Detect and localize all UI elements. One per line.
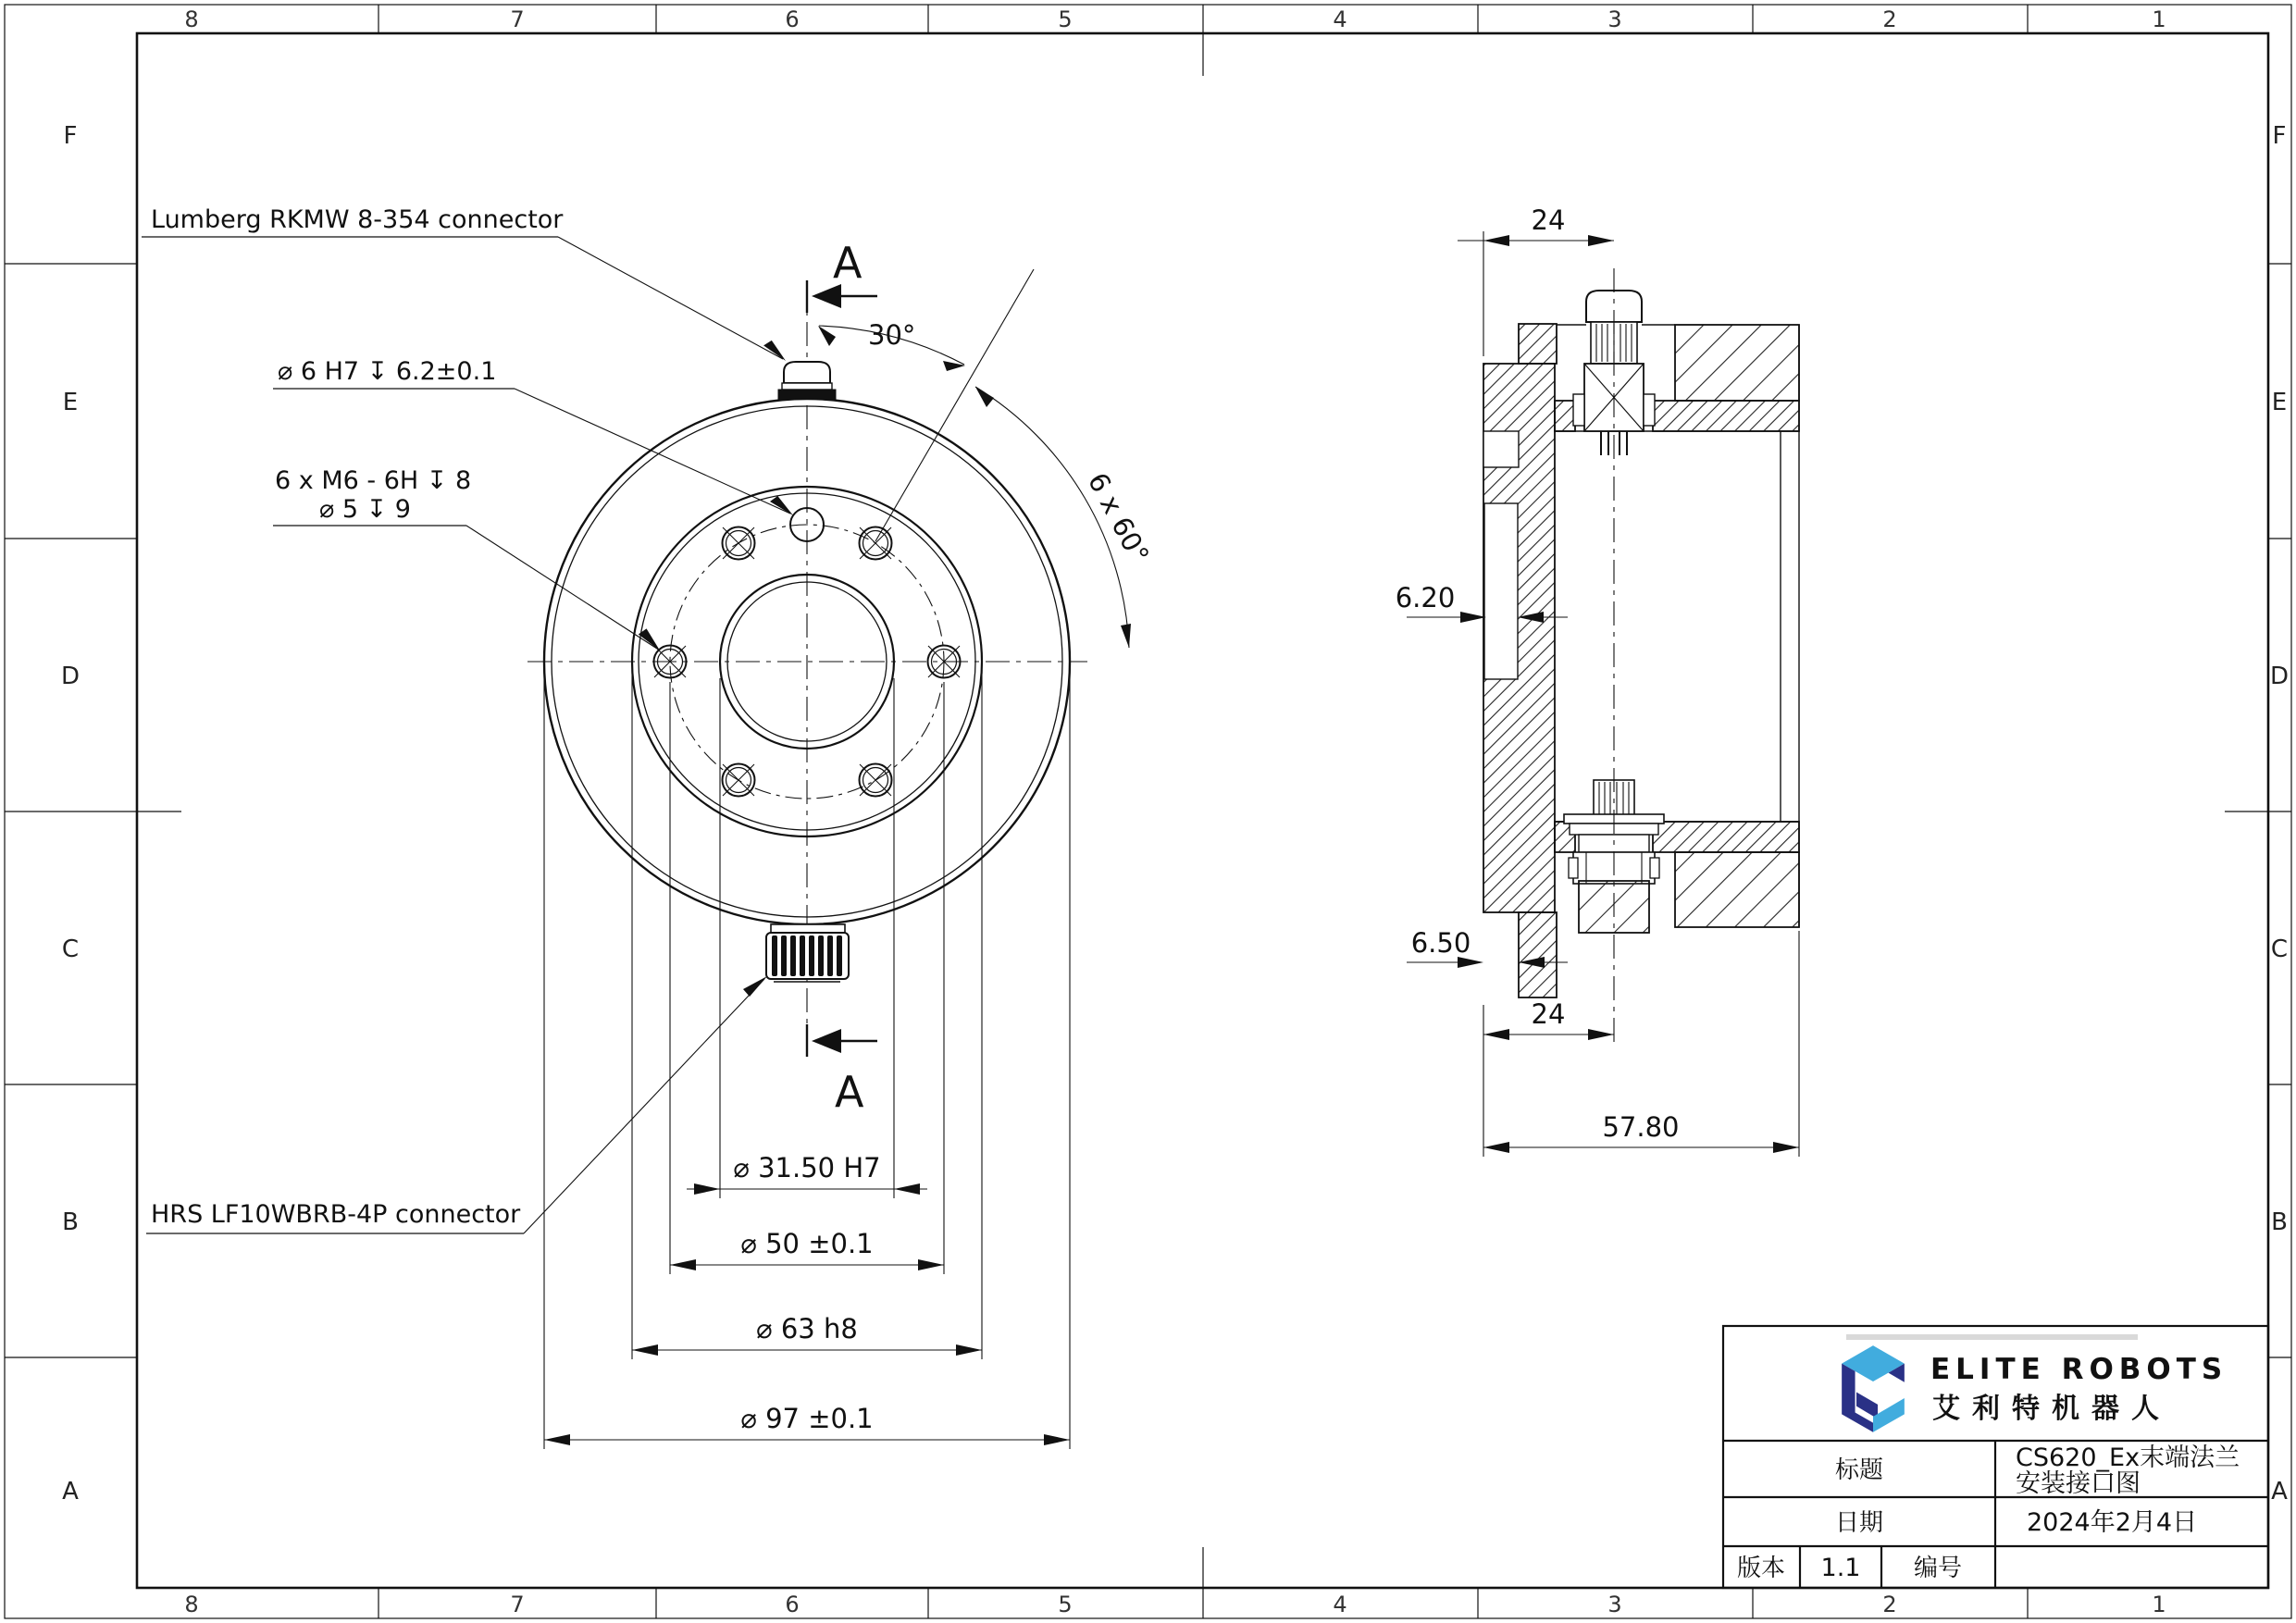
pin-hole-label: ⌀ 6 H7 ↧ 6.2±0.1 bbox=[278, 357, 497, 386]
dim-od: ⌀ 97 ±0.1 bbox=[740, 1403, 874, 1434]
angle-30-text: 30° bbox=[868, 319, 916, 351]
zone-top-4: 4 bbox=[1333, 6, 1347, 32]
version-value: 1.1 bbox=[1820, 1554, 1861, 1582]
angle-30-dim bbox=[818, 269, 1034, 541]
section-view bbox=[1396, 204, 1799, 1157]
title-value-line2: 安装接口图 bbox=[2016, 1469, 2141, 1498]
zone-bottom-4: 4 bbox=[1333, 1592, 1347, 1617]
row-right-B: B bbox=[2271, 1208, 2288, 1236]
hrs-label: HRS LF10WBRB-4P connector bbox=[151, 1200, 521, 1229]
row-left-D: D bbox=[60, 663, 81, 690]
date-value: 2024年2月4日 bbox=[2027, 1508, 2198, 1537]
row-left-F: F bbox=[63, 122, 78, 150]
row-left-B: B bbox=[62, 1208, 79, 1236]
number-label: 编号 bbox=[1913, 1555, 1963, 1582]
title-label: 标题 bbox=[1834, 1456, 1884, 1484]
lumberg-label: Lumberg RKMW 8-354 connector bbox=[151, 205, 564, 234]
lumberg-connector-front bbox=[778, 362, 836, 399]
dim-step: 6.50 bbox=[1410, 927, 1471, 959]
zone-bottom-5: 5 bbox=[1058, 1592, 1073, 1617]
zone-bottom-2: 2 bbox=[1882, 1592, 1897, 1617]
zone-bottom-7: 7 bbox=[510, 1592, 525, 1617]
leader-m6 bbox=[273, 466, 666, 650]
zone-top-6: 6 bbox=[785, 6, 800, 32]
m6-hole bbox=[723, 764, 755, 797]
zone-top-5: 5 bbox=[1058, 6, 1073, 32]
m6-hole bbox=[860, 527, 892, 560]
dim-bottom24: 24 bbox=[1531, 998, 1566, 1030]
dim-bc: ⌀ 50 ±0.1 bbox=[740, 1228, 874, 1259]
row-right-D: D bbox=[2269, 663, 2290, 690]
dim-bore: ⌀ 31.50 H7 bbox=[733, 1152, 881, 1183]
m6-hole bbox=[860, 764, 892, 797]
title-value-line1: CS620_Ex末端法兰 bbox=[2016, 1443, 2240, 1472]
zone-top-8: 8 bbox=[184, 6, 199, 32]
dim-groove: 6.20 bbox=[1395, 582, 1456, 613]
row-right-E: E bbox=[2271, 389, 2288, 416]
zone-bottom-8: 8 bbox=[184, 1592, 199, 1617]
zone-bottom-3: 3 bbox=[1607, 1592, 1622, 1617]
dim-top24: 24 bbox=[1531, 204, 1566, 236]
row-left-C: C bbox=[61, 935, 80, 963]
row-left-A: A bbox=[62, 1478, 79, 1505]
row-right-C: C bbox=[2270, 935, 2289, 963]
zone-bottom-6: 6 bbox=[785, 1592, 800, 1617]
section-letter-top: A bbox=[833, 238, 863, 288]
hrs-connector-front bbox=[766, 924, 849, 982]
zone-top-1: 1 bbox=[2152, 6, 2166, 32]
front-view bbox=[142, 205, 1155, 1449]
dim-pilot: ⌀ 63 h8 bbox=[756, 1313, 858, 1344]
m6-label-line2: ⌀ 5 ↧ 9 bbox=[319, 495, 411, 524]
version-label: 版本 bbox=[1736, 1555, 1786, 1582]
title-block bbox=[1723, 1326, 2268, 1588]
brand-name: ELITE ROBOTS bbox=[1930, 1353, 2228, 1386]
section-letter-bottom: A bbox=[835, 1067, 864, 1117]
zone-top-3: 3 bbox=[1607, 6, 1622, 32]
zone-top-7: 7 bbox=[510, 6, 525, 32]
leader-lumberg bbox=[142, 205, 791, 361]
brand-name-cn: 艾利特机器人 bbox=[1932, 1393, 2171, 1425]
leader-hrs bbox=[146, 976, 767, 1233]
pitch-60-text: 6 x 60° bbox=[1081, 467, 1156, 569]
zone-bottom-1: 1 bbox=[2152, 1592, 2166, 1617]
dim-total: 57.80 bbox=[1602, 1111, 1680, 1143]
m6-label-line1: 6 x M6 - 6H ↧ 8 bbox=[275, 466, 472, 495]
m6-hole bbox=[723, 527, 755, 560]
row-right-F: F bbox=[2272, 122, 2287, 150]
row-right-A: A bbox=[2271, 1478, 2288, 1505]
logo-divider-bar bbox=[1846, 1334, 2138, 1340]
row-left-E: E bbox=[62, 389, 79, 416]
zone-top-2: 2 bbox=[1882, 6, 1897, 32]
elite-robots-logo bbox=[1842, 1345, 1905, 1432]
date-label: 日期 bbox=[1834, 1509, 1884, 1537]
